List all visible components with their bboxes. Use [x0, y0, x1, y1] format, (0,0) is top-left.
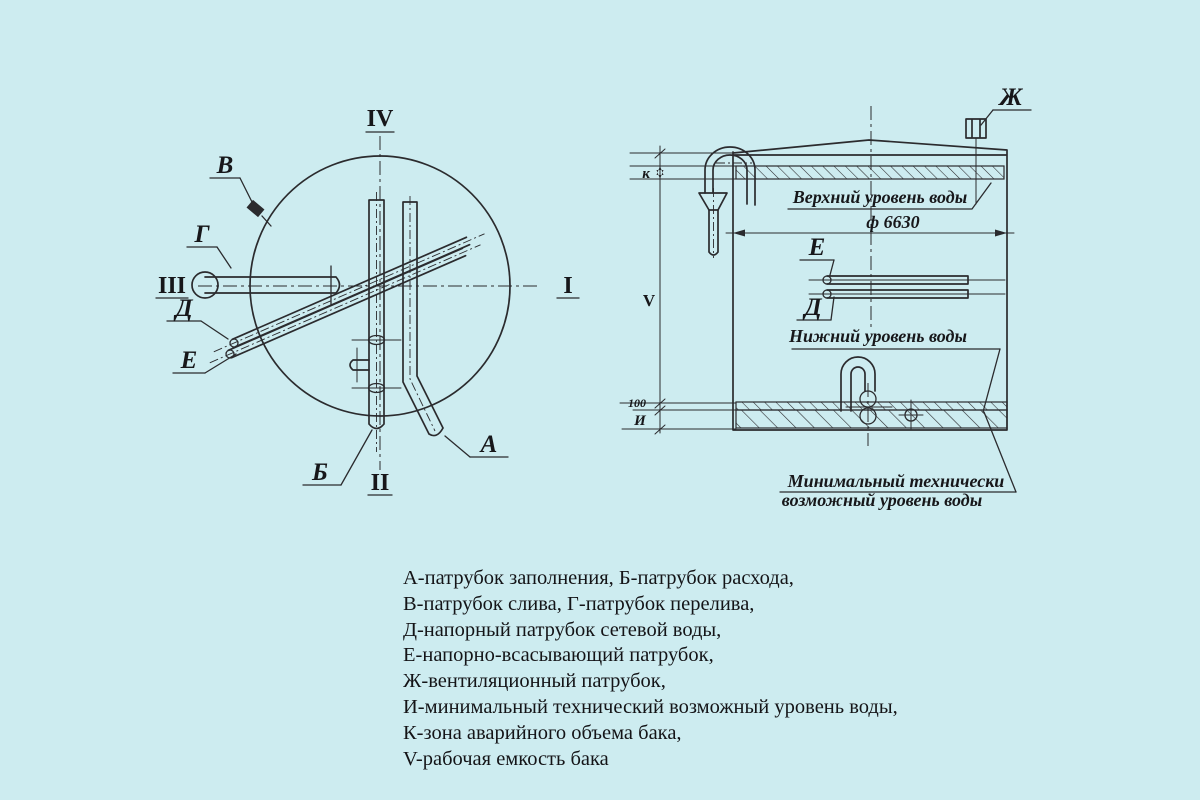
min-level-note-line2: возможный уровень воды — [781, 490, 983, 510]
legend-line: А-патрубок заполнения, Б-патрубок расхода, — [403, 567, 794, 589]
elev-vent-zh — [966, 119, 986, 204]
elev-dim-i-label: И — [634, 413, 646, 429]
plan-pipe-g-label: Г — [194, 221, 210, 248]
elev-dimension-lines — [620, 146, 736, 434]
legend-block — [403, 566, 1043, 772]
upper-water-level-note: Верхний уровень воды — [792, 187, 968, 207]
elev-pipe-e-label: Е — [808, 234, 826, 261]
elev-vent-zh-label: Ж — [999, 84, 1023, 111]
plan-pipe-e-label: Е — [180, 347, 198, 374]
emergency-volume-hatch — [736, 166, 1004, 179]
plan-axis-right-label: I — [563, 273, 573, 299]
legend-line: В-патрубок слива, Г-патрубок перелива, — [403, 592, 755, 615]
plan-pipe-a-label: А — [480, 431, 498, 458]
plan-axis-bottom-label: II — [370, 470, 390, 496]
bottom-zone-i-hatch — [736, 410, 1007, 428]
plan-pipe-b — [350, 192, 401, 452]
elev-dim-v-label: V — [642, 291, 656, 310]
diameter-value: ф 6630 — [866, 212, 920, 232]
plan-view — [156, 106, 579, 496]
plan-pipe-v-label: В — [216, 152, 234, 179]
legend-line: И-минимальный технический возможный уровень воды, — [403, 695, 898, 718]
legend-line: Д-напорный патрубок сетевой воды, — [403, 618, 722, 641]
elev-pipe-d-label: Д — [804, 294, 822, 321]
plan-label-underlines — [156, 132, 579, 495]
legend-line: К-зона аварийного объема бака, — [403, 721, 682, 744]
min-level-note-line1: Минимальный технически — [787, 471, 1005, 491]
plan-pipe-b-label: Б — [312, 459, 328, 486]
elev-pipes-e-d — [809, 276, 1005, 298]
legend-line: Е-напорно-всасывающий патрубок, — [403, 644, 714, 667]
elev-overflow-g — [699, 147, 755, 258]
elev-dim-k-label: к — [642, 166, 650, 182]
plan-axis-left-label: III — [157, 273, 187, 299]
elevation-view — [620, 84, 1031, 510]
legend-line: V-рабочая емкость бака — [403, 747, 609, 770]
lower-water-level-note: Нижний уровень воды — [789, 326, 967, 346]
plan-pipe-a — [403, 196, 443, 436]
elev-dim-100-label: 100 — [628, 396, 646, 410]
legend-line: Ж-вентиляционный патрубок, — [403, 670, 666, 693]
plan-pipe-d-label: Д — [175, 295, 193, 322]
plan-axis-top-label: IV — [366, 106, 394, 132]
plan-leader-lines — [201, 178, 470, 485]
tank-shell-elevation — [733, 140, 1007, 430]
plan-stub-v — [247, 200, 265, 217]
